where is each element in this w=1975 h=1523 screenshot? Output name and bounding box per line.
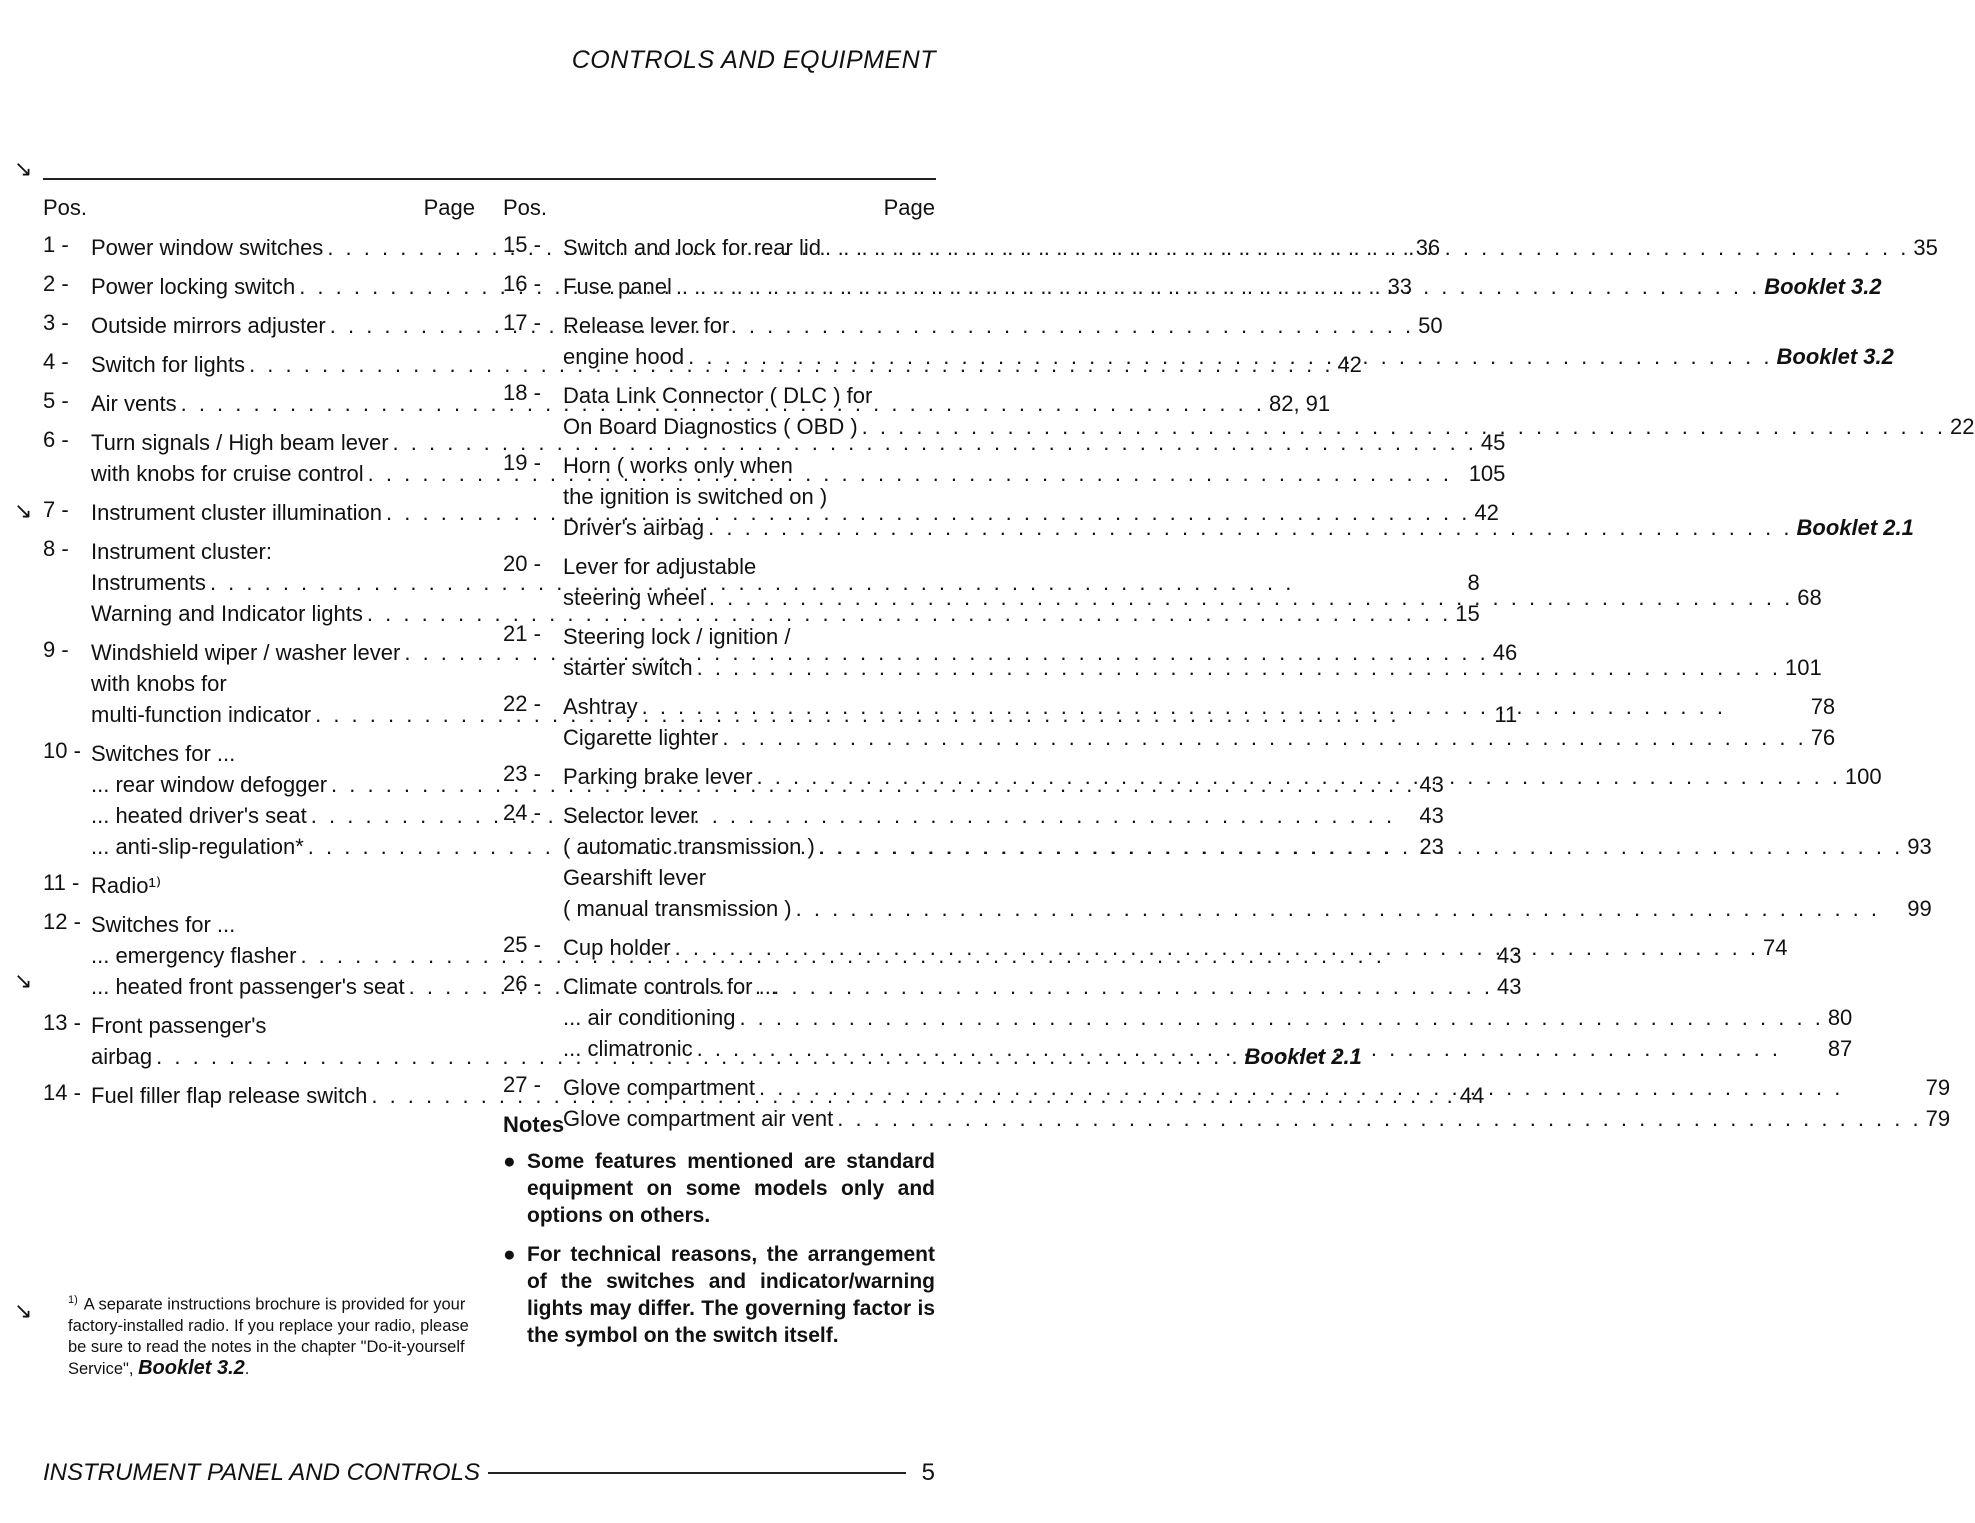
page-number: 5	[921, 1459, 935, 1486]
page-ref: 11	[1494, 702, 1518, 727]
footer-rule	[488, 1472, 906, 1474]
page-ref: 46	[1492, 640, 1518, 665]
item-text: the ignition is switched on )	[563, 484, 828, 509]
bullet-icon: ●	[503, 1150, 516, 1173]
item-line	[563, 893, 1932, 924]
leader-dots	[796, 893, 1904, 924]
item-number: 22 -	[503, 691, 541, 716]
footer-title: INSTRUMENT PANEL AND CONTROLS	[43, 1459, 480, 1486]
item-text: ... heated driver's seat	[91, 803, 307, 828]
page-footer	[43, 1459, 935, 1487]
item-number: 24 -	[503, 800, 541, 825]
item-text: Air vents	[91, 391, 177, 416]
item-text: with knobs for	[91, 671, 227, 696]
arrow-mark-icon: ↘	[14, 156, 33, 181]
item-body	[563, 691, 1835, 753]
leader-dots	[825, 232, 1909, 263]
leader-dots	[819, 831, 1903, 862]
item-number: 3 -	[43, 310, 69, 335]
item-number: 6 -	[43, 427, 69, 452]
item-number: 19 -	[503, 450, 541, 475]
leader-dots	[722, 722, 1806, 753]
column-header	[503, 192, 935, 224]
item-number: 26 -	[503, 971, 541, 996]
item-text: Switches for ...	[91, 741, 236, 766]
item-number: 2 -	[43, 271, 69, 296]
item-text: Parking brake lever	[563, 764, 753, 789]
note-text: For technical reasons, the arrangement of the switches and indicator/warning lights may differ. The governing factor is the symbol on the switch itself.	[527, 1243, 935, 1347]
item-text: Radio¹⁾	[91, 873, 162, 898]
page-label: Page	[423, 195, 475, 220]
leader-dots	[642, 691, 1807, 722]
item-text: Steering lock / ignition /	[563, 624, 791, 649]
page-ref: 42	[1474, 500, 1499, 525]
item-number: 17 -	[503, 310, 541, 335]
item-text: starter switch	[563, 655, 693, 680]
item-line	[563, 450, 1914, 481]
page-ref: Booklet 2.1	[1796, 515, 1914, 540]
item-text: Gearshift lever	[563, 865, 707, 890]
item-text: Switch and lock for rear lid	[563, 235, 821, 260]
item-number: 12 -	[43, 909, 81, 934]
item-body	[563, 761, 1882, 792]
page-ref: 35	[1913, 235, 1938, 260]
item-text: airbag	[91, 1044, 153, 1069]
leader-dots	[739, 1002, 1823, 1033]
footnote	[68, 1290, 472, 1380]
item-number: 23 -	[503, 761, 541, 786]
item-text: Data Link Connector ( DLC ) for	[563, 383, 873, 408]
page-ref: 15	[1455, 601, 1480, 626]
pos-label: Pos.	[503, 195, 548, 220]
item-body	[563, 271, 1882, 302]
item-text: ... emergency flasher	[91, 943, 297, 968]
item-number: 27 -	[503, 1072, 541, 1097]
item-number: 25 -	[503, 932, 541, 957]
item-number: 21 -	[503, 621, 541, 646]
item-text: Climate controls for ...	[563, 974, 777, 999]
item-number: 1 -	[43, 232, 69, 257]
page-ref: 79	[1925, 1106, 1951, 1131]
item-text: Selector lever	[563, 803, 698, 828]
item-text: Fuse panel	[563, 274, 672, 299]
footnote-booklet: Booklet 3.2	[138, 1356, 245, 1379]
item-text: ... rear window defogger	[91, 772, 328, 797]
page-ref: 87	[1827, 1036, 1853, 1061]
note-item	[503, 1241, 935, 1349]
page-ref: 43	[1419, 772, 1444, 797]
leader-dots	[688, 341, 1772, 372]
item-text: Fuel filler flap release switch	[91, 1083, 368, 1108]
item-text: Ashtray	[563, 694, 638, 719]
leader-dots	[862, 411, 1946, 442]
page-header: CONTROLS AND EQUIPMENT	[571, 46, 936, 74]
item-line	[563, 761, 1882, 792]
item-body	[563, 800, 1932, 924]
item-text: Outside mirrors adjuster	[91, 313, 326, 338]
item-line	[563, 232, 1938, 263]
item-body	[563, 932, 1788, 963]
arrow-mark-icon: ↘	[14, 498, 33, 523]
item-number: 13 -	[43, 1010, 81, 1035]
item-line	[563, 971, 1852, 1002]
item-line	[563, 582, 1822, 613]
page-ref: 76	[1810, 725, 1836, 750]
item-body	[563, 232, 1938, 263]
item-line	[563, 411, 1975, 442]
leader-dots	[757, 761, 1841, 792]
item-text: Power locking switch	[91, 274, 296, 299]
arrow-mark-icon: ↘	[14, 968, 33, 993]
item-text: ... air conditioning	[563, 1005, 736, 1030]
arrow-mark-icon: ↘	[14, 1298, 33, 1323]
page-ref: Booklet 3.2	[1776, 344, 1894, 369]
item-number: 18 -	[503, 380, 541, 405]
item-line	[563, 652, 1822, 683]
item-body	[563, 380, 1975, 442]
item-number: 8 -	[43, 536, 69, 561]
page-ref: 80	[1827, 1005, 1853, 1030]
item-line	[563, 341, 1894, 372]
page-ref: 33	[1387, 274, 1413, 299]
item-line	[563, 481, 1914, 512]
item-line	[563, 932, 1788, 963]
item-text: ... heated front passenger's seat	[91, 974, 405, 999]
item-text: Cup holder	[563, 935, 671, 960]
page-ref: 43	[1497, 943, 1522, 968]
item-line	[563, 310, 1894, 341]
column-header	[43, 192, 475, 224]
item-text: On Board Diagnostics ( OBD )	[563, 414, 858, 439]
item-line	[563, 1002, 1852, 1033]
item-line	[91, 870, 475, 901]
item-text: with knobs for cruise control	[91, 461, 364, 486]
item-text: Instrument cluster illumination	[91, 500, 383, 525]
item-text: Glove compartment	[563, 1075, 755, 1100]
item-body	[563, 450, 1914, 543]
footnote-marker: 1)	[68, 1294, 78, 1306]
item-body	[563, 971, 1852, 1064]
item-text: Instruments	[91, 570, 206, 595]
item-number: 10 -	[43, 738, 81, 763]
item-number: 5 -	[43, 388, 69, 413]
item-text: Driver's airbag	[563, 515, 705, 540]
item-line	[563, 380, 1975, 411]
list-item	[503, 551, 1822, 613]
item-line	[563, 862, 1932, 893]
item-text: Horn ( works only when	[563, 453, 793, 478]
item-line	[563, 1072, 1950, 1103]
page-ref: 105	[1468, 461, 1506, 486]
leader-dots	[675, 932, 1759, 963]
item-line	[563, 1033, 1852, 1064]
page-ref: 43	[1497, 974, 1522, 999]
page-ref: 45	[1480, 430, 1506, 455]
page-ref: 99	[1907, 896, 1932, 921]
item-text: Front passenger's	[91, 1013, 267, 1038]
leader-dots	[837, 1103, 1921, 1134]
item-text: ( automatic transmission )	[563, 834, 815, 859]
item-line	[563, 551, 1822, 582]
item-text: engine hood	[563, 344, 685, 369]
leader-dots	[759, 1072, 1922, 1103]
leader-dots	[676, 271, 1760, 302]
item-number: 9 -	[43, 637, 69, 662]
page-ref: 82, 91	[1268, 391, 1331, 416]
page-ref: 42	[1337, 352, 1362, 377]
note-text: Some features mentioned are standard equipment on some models only and options on others.	[527, 1150, 935, 1227]
header-rule	[43, 178, 936, 180]
item-line	[563, 621, 1822, 652]
leader-dots	[709, 582, 1793, 613]
footnote-text: A separate instructions brochure is provided for your factory-installed radio. If you replace your radio, please be sure to read the notes in the chapter "Do-it-yourself Service",	[68, 1295, 469, 1378]
item-number: 15 -	[503, 232, 541, 257]
item-body	[563, 310, 1894, 372]
item-number: 11 -	[43, 870, 80, 895]
page-ref: 50	[1418, 313, 1443, 338]
note-item	[503, 1148, 935, 1229]
item-line	[563, 271, 1882, 302]
item-text: Instrument cluster:	[91, 539, 272, 564]
item-text: Switch for lights	[91, 352, 246, 377]
page-ref: 36	[1415, 235, 1441, 260]
leader-dots	[708, 512, 1792, 543]
item-body	[563, 621, 1822, 683]
page-ref: 78	[1810, 694, 1836, 719]
item-line	[563, 512, 1914, 543]
item-line	[563, 831, 1932, 862]
item-line	[563, 722, 1835, 753]
bullet-icon: ●	[503, 1243, 516, 1266]
pos-label: Pos.	[43, 195, 88, 220]
item-text: Cigarette lighter	[563, 725, 719, 750]
page-ref: 44	[1459, 1083, 1485, 1108]
item-text: Power window switches	[91, 235, 324, 260]
notes-heading: Notes	[503, 1112, 565, 1137]
page-ref: 23	[1419, 834, 1444, 859]
page-label: Page	[883, 195, 935, 220]
page-ref: 101	[1784, 655, 1822, 680]
item-line	[563, 800, 1932, 831]
item-text: Release lever for	[563, 313, 730, 338]
page-ref: 100	[1844, 764, 1882, 789]
item-body	[91, 870, 475, 901]
item-text: steering wheel	[563, 585, 705, 610]
item-number: 4 -	[43, 349, 69, 374]
item-line	[563, 691, 1835, 722]
page-ref: 8	[1467, 570, 1480, 595]
leader-dots	[697, 652, 1781, 683]
item-number: 16 -	[503, 271, 541, 296]
item-text: Lever for adjustable	[563, 554, 757, 579]
item-text: Windshield wiper / washer lever	[91, 640, 401, 665]
leader-dots	[697, 1033, 1824, 1064]
item-text: multi-function indicator	[91, 702, 312, 727]
page-ref: 22	[1950, 414, 1975, 439]
item-text: ... anti-slip-regulation*	[91, 834, 304, 859]
notes-section	[503, 1112, 935, 1361]
page-ref: 79	[1925, 1075, 1951, 1100]
list-item	[43, 870, 475, 901]
item-body	[563, 551, 1822, 613]
item-text: Turn signals / High beam lever	[91, 430, 389, 455]
page-ref: 43	[1419, 803, 1444, 828]
item-number: 7 -	[43, 497, 69, 522]
page-ref: Booklet 2.1	[1244, 1044, 1362, 1069]
page-ref: 93	[1907, 834, 1932, 859]
item-text: Switches for ...	[91, 912, 236, 937]
item-text: ( manual transmission )	[563, 896, 792, 921]
item-number: 20 -	[503, 551, 541, 576]
item-text: Glove compartment air vent	[563, 1106, 834, 1131]
item-number: 14 -	[43, 1080, 81, 1105]
page-ref: Booklet 3.2	[1764, 274, 1882, 299]
item-text: Warning and Indicator lights	[91, 601, 363, 626]
footnote-end: .	[244, 1359, 250, 1378]
page-ref: 68	[1797, 585, 1822, 610]
item-text: ... climatronic	[563, 1036, 693, 1061]
page-ref: 74	[1763, 935, 1788, 960]
